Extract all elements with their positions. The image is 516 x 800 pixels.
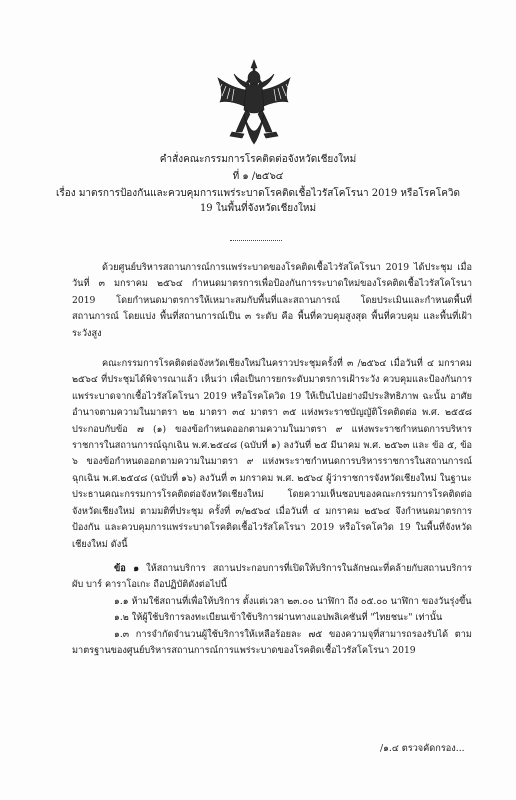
order-subject: เรื่อง มาตรการป้องกันและควบคุมการแพร่ระบาดโรคติดเชื้อไวรัสโคโรนา 2019 หรือโรคโควิด 19 ในพื้นที่จังหวัดเชียงใหม่ — [55, 188, 460, 214]
clause-1-2: ๑.๒ ให้ผู้ใช้บริการลงทะเบียนเข้าใช้บริการผ่านทางแอปพลิเคชันที่ "ไทยชนะ" เท่านั้น — [114, 612, 443, 624]
document-header — [0, 152, 516, 216]
order-title: คำสั่งคณะกรรมการโรคติดต่อจังหวัดเชียงใหม่ — [159, 154, 357, 165]
divider — [230, 240, 282, 241]
clause-1-1: ๑.๑ ห้ามใช้สถานที่เพื่อให้บริการ ตั้งแต่เวลา ๒๓.๐๐ นาฬิกา ถึง ๐๕.๐๐ นาฬิกา ของวันรุ่งขึ้น — [114, 595, 472, 607]
paragraph-2: คณะกรรมการโรคติดต่อจังหวัดเชียงใหม่ในคราวประชุมครั้งที่ ๓ /๒๕๖๔ เมื่อวันที่ ๔ มกราคม ๒๕๖๔ ที่ประชุมได้พิจารณาแล้ว เห็นว่า เพื่อเป็นการยกระดับมาตรการเฝ้าระวัง ควบคุมและป้องกันการแพร่ระบาดจากเชื้อไวรัสโคโรนา 2019 หรือโรคโควิด 19 ให้เป็นไปอย่างมีประสิทธิภาพ ฉะนั้น อาศัยอำนาจตามความในมาตรา ๒๒ มาตรา ๓๔ มาตรา ๓๕ แห่งพระราชบัญญัติโรคติดต่อ พ.ศ. ๒๕๕๘ ประกอบกับข้อ ๗ (๑) ของข้อกำหนดออกตามความในมาตรา ๙ แห่งพระราชกำหนดการบริหาร ราชการในสถานการณ์ฉุกเฉิน พ.ศ.๒๕๔๘ (ฉบับที่ ๑) ลงวันที่ ๒๕ มีนาคม พ.ศ. ๒๕๖๓ และ ข้อ ๕, ข้อ ๖ ของข้อกำหนดออกตามความในมาตรา ๙ แห่งพระราชกำหนดการบริหารราชการในสถานการณ์ฉุกเฉิน พ.ศ.๒๕๔๘ (ฉบับที่ ๑๖) ลงวันที่ ๓ มกราคม พ.ศ. ๒๕๖๔ ผู้ว่าราชการจังหวัดเชียงใหม่ ในฐานะประธานคณะกรรมการโรคติดต่อจังหวัดเชียงใหม่ โดยความเห็นชอบของคณะกรรมการโรคติดต่อ จังหวัดเชียงใหม่ ตามมติที่ประชุม ครั้งที่ ๓/๒๕๖๔ เมื่อวันที่ ๔ มกราคม ๒๕๖๔ จึงกำหนดมาตรการป้องกัน และควบคุมการแพร่ระบาดโรคติดเชื้อไวรัสโคโรนา 2019 หรือโรคโควิด 19 ในพื้นที่จังหวัดเชียงใหม่ ดังนี้ — [72, 358, 472, 550]
order-number: ที่ ๑ /๒๕๖๔ — [232, 171, 284, 182]
garuda-emblem-icon — [214, 58, 294, 150]
clause-1 — [72, 561, 472, 594]
paragraph-1: ด้วยศูนย์บริหารสถานการณ์การแพร่ระบาดของโรคติดเชื้อไวรัสโคโรนา 2019 ได้ประชุม เมื่อวันที่ ๓ มกราคม ๒๕๖๔ กำหนดมาตรการเพื่อป้องกันการระบาดใหม่ของโรคติดเชื้อไวรัสโคโรนา 2019 โดยกำหนดมาตรการให้เหมาะสมกับพื้นที่และสถานการณ์ โดยประเมินและกำหนดพื้นที่สถานการณ์ โดยแบ่ง พื้นที่สถานการณ์เป็น ๓ ระดับ คือ พื้นที่ควบคุมสูงสุด พื้นที่ควบคุม และพื้นที่เฝ้าระวังสูง — [72, 262, 472, 339]
clause-1-3: ๑.๓ การจำกัดจำนวนผู้ใช้บริการให้เหลือร้อยละ ๗๕ ของความจุที่สามารถรองรับได้ ตามมาตรฐานของศูนย์บริหารสถานการณ์การแพร่ระบาดของโรคติดเชื้อไวรัสโคโรนา 2019 — [72, 628, 472, 656]
document-body — [72, 260, 472, 659]
clause-1-label: ข้อ ๑ — [114, 562, 140, 574]
continuation-note: /๑.๔ ตรวจคัดกรอง... — [380, 743, 465, 754]
clause-1-text: ให้สถานบริการ สถานประกอบการที่เปิดให้บริการในลักษณะที่คล้ายกับสถานบริการ ผับ บาร์ คาราโอเกะ ถือปฏิบัติดังต่อไปนี้ — [72, 562, 472, 591]
